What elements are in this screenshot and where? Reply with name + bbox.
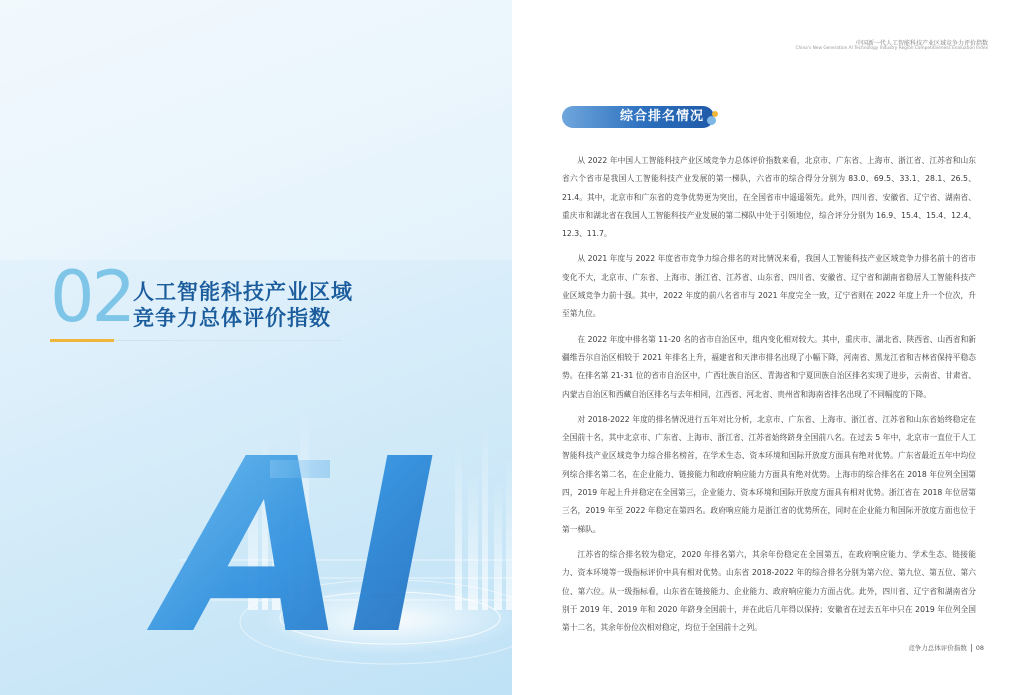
chapter-title-line1: 人工智能科技产业区域: [133, 280, 353, 304]
paragraph: 江苏省的综合排名较为稳定，2020 年排名第六，其余年份稳定在全国第五，在政府响应能力、学术生态、链接能力、资本环境等一级指标评价中具有相对优势。山东省 2018-2022 年的综合排名分别为第六位、第九位、第五位、第六位、第六位。从一级指标看，山东省在链接能力、企业能力、政府响应能力方面占优。此外，四川省、辽宁省和湖南省分别于 2019 年、2019 年和 2020 年跻身全国前十，并在此后几年得以保持；安徽省在过去五年中只在 2019 年位列全国第十二名，其余年份位次相对稳定，均位于全国前十之列。: [562, 549, 976, 633]
page-number: 08: [975, 644, 984, 652]
paragraph: 从 2021 年度与 2022 年度省市竞争力综合排名的对比情况来看，我国人工智能科技产业区域竞争力排名前十的省市变化不大，北京市、广东省、上海市、浙江省、江苏省、山东省、四川省、安徽省、辽宁省和湖南省稳居人工智能科技产业区域竞争力前十强。其中，2022 年度的前八名省市与 2021 年度完全一致，辽宁省则在 2022 年度上升一个位次，升至第九位。: [562, 254, 976, 319]
chapter-accent-bar: [50, 339, 114, 342]
chapter-number: 02: [50, 256, 134, 338]
paragraph: 对 2018-2022 年度的排名情况进行五年对比分析，北京市、广东省、上海市、浙江省、江苏省和山东省始终稳定在全国前十名，其中北京市、广东省、上海市、浙江省、江苏省始终跻身全国前八名。在过去 5 年中，北京市一直位于人工智能科技产业区域竞争力综合排名榜首，在学术生态、资本环境和国际开放度方面具有绝对优势。广东省最近五年中均位列综合排名第二名，在企业能力、链接能力和政府响应能力方面具有绝对优势。上海市的综合排名在 2018 年位列全国第四，2019 年起上升并稳定在全国第三，企业能力、资本环境和国际开放度方面具有相对优势。浙江省在 2018 年位居第三名，2019 年至 2022 年稳定在第四名。政府响应能力是浙江省的优势所在，同时在企业能力和国际开放度方面也位于第一梯队。: [562, 414, 976, 534]
right-page: [512, 0, 1024, 695]
running-header-zh: 中国新一代人工智能科技产业区域竞争力评价指数: [855, 40, 988, 47]
section-dot-gold: [712, 111, 718, 117]
body-text: [562, 152, 976, 644]
paragraph: 从 2022 年中国人工智能科技产业区域竞争力总体评价指数来看，北京市、广东省、上海市、浙江省、江苏省和山东省六个省市是我国人工智能科技产业发展的第一梯队，六省市的综合得分分别为 83.0、69.5、33.1、28.1、26.5、21.4。其中，北京市和广东省的竞争优势更为突出，在全国省市中遥遥领先。此外，四川省、安徽省、辽宁省、湖南省、重庆市和湖北省在我国人工智能科技产业发展的第二梯队中处于引领地位，综合评分分别为 16.9、15.4、15.4、12.4、12.3、11.7。: [562, 156, 976, 239]
section-title-pill: [562, 106, 714, 128]
ai-art-text: AI: [162, 407, 438, 687]
page-footer: [908, 643, 984, 652]
section-title: 综合排名情况: [620, 109, 705, 124]
chapter-title: [133, 279, 353, 331]
paragraph: 在 2022 年度中排名第 11-20 名的省市自治区中，组内变化相对较大。其中，重庆市、湖北省、陕西省、山西省和新疆维吾尔自治区相较于 2021 年排名上升，福建省和天津市排名出现了小幅下降，河南省、黑龙江省和吉林省保持平稳态势。在排名第 21-31 位的省市自治区中，广西壮族自治区、青海省和宁夏回族自治区排名实现了进步，云南省、甘肃省、内蒙古自治区和西藏自治区排名与去年相同，江西省、河北省、贵州省和海南省排名出现了不同幅度的下降。: [562, 334, 976, 399]
running-header-en: China's New Generation AI Technology Industry Region Competitiveness Evaluation Index: [795, 46, 988, 51]
chapter-title-line2: 竞争力总体评价指数: [133, 306, 331, 330]
footer-separator: [971, 644, 972, 652]
ai-3d-illustration: [140, 360, 512, 695]
footer-label: 竞争力总体评价指数: [908, 644, 967, 652]
section-dot-blue: [707, 116, 716, 125]
